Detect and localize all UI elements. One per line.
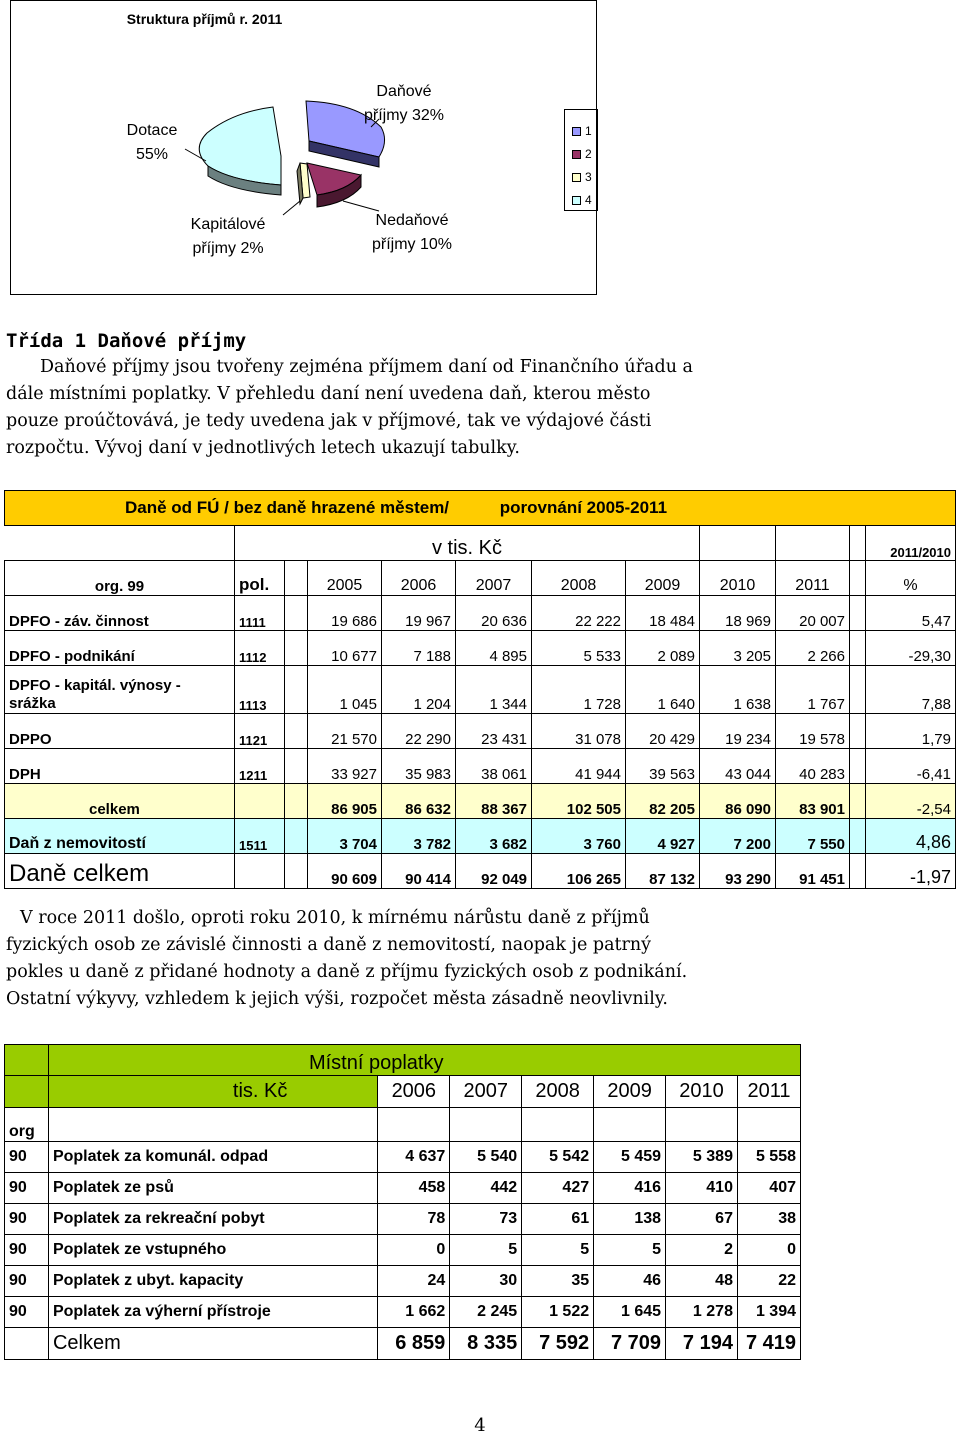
fee-org-empty-2 bbox=[378, 1108, 450, 1142]
label-kapitalove-pct: příjmy 2% bbox=[192, 240, 264, 257]
cell-value: 3 782 bbox=[382, 819, 456, 854]
cell-value: 416 bbox=[594, 1173, 666, 1204]
cell-value: 1 662 bbox=[378, 1297, 450, 1328]
fee-header-filler bbox=[5, 1076, 49, 1108]
tax-unit: v tis. Kč bbox=[235, 526, 700, 561]
label-danove-pct: příjmy 32% bbox=[363, 107, 445, 124]
cell-value: 82 205 bbox=[626, 784, 700, 819]
fee-org: 90 bbox=[5, 1173, 49, 1204]
section1-line-4: rozpočtu. Vývoj daní v jednotlivých letech ukazují tabulky. bbox=[6, 438, 520, 458]
cell-value: 1 645 bbox=[594, 1297, 666, 1328]
tax-unit-empty bbox=[5, 526, 235, 561]
legend-label-4: 4 bbox=[585, 193, 592, 207]
tax-title: Daně od FÚ / bez daně hrazené městem/ bbox=[125, 498, 450, 517]
cell-value: 2 089 bbox=[626, 631, 700, 666]
cell-value: 1 767 bbox=[776, 666, 850, 714]
cell-value: 4 637 bbox=[378, 1142, 450, 1173]
fee-org-empty-3 bbox=[450, 1108, 522, 1142]
leader-kapitalove bbox=[283, 201, 300, 215]
cell-value: 93 290 bbox=[700, 854, 776, 889]
row-pol: 1211 bbox=[235, 749, 285, 784]
cell-value: 7 592 bbox=[522, 1328, 594, 1360]
table-row bbox=[5, 1266, 801, 1297]
fee-org: 90 bbox=[5, 1204, 49, 1235]
fee-org-empty-4 bbox=[522, 1108, 594, 1142]
fee-org-empty-6 bbox=[666, 1108, 738, 1142]
row-name: DPH bbox=[5, 749, 235, 784]
cell-value: 20 636 bbox=[456, 596, 532, 631]
fee-year-2007: 2007 bbox=[450, 1076, 522, 1108]
table-row bbox=[5, 1204, 801, 1235]
cell-value: 5 389 bbox=[666, 1142, 738, 1173]
fee-org-empty-7 bbox=[737, 1108, 800, 1142]
cell-value: 90 609 bbox=[308, 854, 382, 889]
tax-year-2009: 2009 bbox=[626, 561, 700, 596]
cell-value: 30 bbox=[450, 1266, 522, 1297]
legend-swatch-3 bbox=[572, 173, 581, 182]
cell-value: 7 200 bbox=[700, 819, 776, 854]
row-pol: 1121 bbox=[235, 714, 285, 749]
cell-value: 458 bbox=[378, 1173, 450, 1204]
section2-paragraph bbox=[6, 905, 886, 1013]
section1-paragraph bbox=[6, 354, 886, 462]
row-name: DPFO - podnikání bbox=[5, 631, 235, 666]
row-name: DPPO bbox=[5, 714, 235, 749]
fee-org-row bbox=[5, 1108, 801, 1142]
label-kapitalove-name: Kapitálové bbox=[190, 216, 266, 233]
fee-year-2006: 2006 bbox=[378, 1076, 450, 1108]
cell-value: 86 090 bbox=[700, 784, 776, 819]
cell-pct: 1,79 bbox=[866, 714, 956, 749]
fee-name: Poplatek za výherní přístroje bbox=[48, 1297, 377, 1328]
fee-year-2010: 2010 bbox=[666, 1076, 738, 1108]
row-gap bbox=[285, 631, 308, 666]
row-gap bbox=[285, 666, 308, 714]
cell-value: 1 204 bbox=[382, 666, 456, 714]
cell-value: 61 bbox=[522, 1204, 594, 1235]
row-filler bbox=[850, 596, 866, 631]
legend-item-4 bbox=[572, 193, 592, 207]
row-pol: 1111 bbox=[235, 596, 285, 631]
row-name-line-2: srážka bbox=[9, 695, 56, 712]
row-pol bbox=[235, 854, 285, 889]
table-row bbox=[5, 631, 956, 666]
cell-value: 4 895 bbox=[456, 631, 532, 666]
chart-legend bbox=[564, 109, 598, 211]
tax-header-row bbox=[5, 561, 956, 596]
table-row-total bbox=[5, 1328, 801, 1360]
cell-value: 43 044 bbox=[700, 749, 776, 784]
cell-value: 86 905 bbox=[308, 784, 382, 819]
tax-col-org: org. 99 bbox=[5, 561, 235, 596]
tax-title-row bbox=[5, 491, 956, 526]
tax-header-filler bbox=[850, 561, 866, 596]
fee-name: Poplatek z ubyt. kapacity bbox=[48, 1266, 377, 1297]
legend-label-1: 1 bbox=[585, 124, 592, 138]
cell-value: 24 bbox=[378, 1266, 450, 1297]
table-row bbox=[5, 666, 956, 714]
label-danove-name: Daňové bbox=[376, 83, 432, 100]
tax-year-2005: 2005 bbox=[308, 561, 382, 596]
cell-value: 38 bbox=[737, 1204, 800, 1235]
table-row bbox=[5, 749, 956, 784]
cell-value: 0 bbox=[737, 1235, 800, 1266]
fee-title: Místní poplatky bbox=[48, 1045, 800, 1076]
section2-line-1: V roce 2011 došlo, oproti roku 2010, k mírnému nárůstu daně z příjmů bbox=[20, 908, 650, 928]
label-nedanove bbox=[357, 209, 467, 257]
row-pol: 1511 bbox=[235, 819, 285, 854]
table-row bbox=[5, 596, 956, 631]
row-name: Daně celkem bbox=[5, 854, 235, 889]
cell-value: 2 245 bbox=[450, 1297, 522, 1328]
cell-value: 5 533 bbox=[532, 631, 626, 666]
cell-value: 6 859 bbox=[378, 1328, 450, 1360]
table-row-celkem bbox=[5, 784, 956, 819]
cell-value: 3 682 bbox=[456, 819, 532, 854]
tax-year-2010: 2010 bbox=[700, 561, 776, 596]
cell-value: 91 451 bbox=[776, 854, 850, 889]
section2-line-2: fyzických osob ze závislé činnosti a daně z nemovitostí, naopak je patrný bbox=[6, 935, 652, 955]
row-name: celkem bbox=[5, 784, 235, 819]
row-gap bbox=[285, 784, 308, 819]
section-heading: Třída 1 Daňové příjmy bbox=[6, 330, 247, 352]
row-filler bbox=[850, 714, 866, 749]
row-filler bbox=[850, 854, 866, 889]
cell-value: 46 bbox=[594, 1266, 666, 1297]
tax-year-2007: 2007 bbox=[456, 561, 532, 596]
fee-org: 90 bbox=[5, 1142, 49, 1173]
cell-value: 78 bbox=[378, 1204, 450, 1235]
fee-name: Poplatek za komunál. odpad bbox=[48, 1142, 377, 1173]
cell-value: 22 bbox=[737, 1266, 800, 1297]
cell-pct: -2,54 bbox=[866, 784, 956, 819]
tax-unit-row bbox=[5, 526, 956, 561]
tax-ratio-label: 2011/2010 bbox=[866, 526, 956, 561]
cell-value: 410 bbox=[666, 1173, 738, 1204]
page-number: 4 bbox=[474, 1415, 486, 1436]
cell-value: 48 bbox=[666, 1266, 738, 1297]
cell-value: 1 394 bbox=[737, 1297, 800, 1328]
fee-title-filler-left bbox=[5, 1045, 49, 1076]
tax-unit-filler-2 bbox=[776, 526, 850, 561]
cell-value: 40 283 bbox=[776, 749, 850, 784]
cell-value: 19 686 bbox=[308, 596, 382, 631]
table-row bbox=[5, 714, 956, 749]
cell-value: 0 bbox=[378, 1235, 450, 1266]
revenue-pie-chart bbox=[10, 0, 597, 295]
cell-pct: -1,97 bbox=[866, 854, 956, 889]
tax-title-cell bbox=[5, 491, 956, 526]
cell-value: 1 638 bbox=[700, 666, 776, 714]
cell-value: 20 429 bbox=[626, 714, 700, 749]
fee-org-empty-5 bbox=[594, 1108, 666, 1142]
legend-swatch-4 bbox=[572, 196, 581, 205]
cell-value: 22 290 bbox=[382, 714, 456, 749]
table-row bbox=[5, 1297, 801, 1328]
cell-value: 35 983 bbox=[382, 749, 456, 784]
cell-value: 19 578 bbox=[776, 714, 850, 749]
cell-value: 138 bbox=[594, 1204, 666, 1235]
tax-year-2006: 2006 bbox=[382, 561, 456, 596]
row-filler bbox=[850, 631, 866, 666]
fee-total-name: Celkem bbox=[48, 1328, 377, 1360]
fee-org: 90 bbox=[5, 1235, 49, 1266]
pie-svg bbox=[11, 1, 598, 296]
cell-value: 10 677 bbox=[308, 631, 382, 666]
fee-org: 90 bbox=[5, 1266, 49, 1297]
table-row-dane-celkem bbox=[5, 854, 956, 889]
cell-value: 7 419 bbox=[737, 1328, 800, 1360]
label-dotace bbox=[107, 119, 197, 167]
section1-line-3: pouze proúčtovává, je tedy uvedena jak v příjmové, tak ve výdajové části bbox=[6, 411, 652, 431]
cell-value: 2 266 bbox=[776, 631, 850, 666]
cell-value: 20 007 bbox=[776, 596, 850, 631]
cell-value: 19 967 bbox=[382, 596, 456, 631]
legend-label-2: 2 bbox=[585, 147, 592, 161]
fee-table bbox=[4, 1044, 801, 1360]
cell-value: 31 078 bbox=[532, 714, 626, 749]
cell-value: 41 944 bbox=[532, 749, 626, 784]
cell-value: 427 bbox=[522, 1173, 594, 1204]
cell-value: 3 205 bbox=[700, 631, 776, 666]
cell-value: 38 061 bbox=[456, 749, 532, 784]
legend-swatch-1 bbox=[572, 127, 581, 136]
cell-value: 8 335 bbox=[450, 1328, 522, 1360]
table-row-nemovitosti bbox=[5, 819, 956, 854]
tax-col-pol: pol. bbox=[235, 561, 285, 596]
cell-value: 106 265 bbox=[532, 854, 626, 889]
cell-value: 5 bbox=[594, 1235, 666, 1266]
row-filler bbox=[850, 749, 866, 784]
cell-value: 102 505 bbox=[532, 784, 626, 819]
cell-value: 23 431 bbox=[456, 714, 532, 749]
row-name-line-1: DPFO - kapitál. výnosy - bbox=[9, 677, 181, 694]
table-row bbox=[5, 1142, 801, 1173]
cell-value: 33 927 bbox=[308, 749, 382, 784]
fee-total-org bbox=[5, 1328, 49, 1360]
cell-value: 18 969 bbox=[700, 596, 776, 631]
label-danove bbox=[349, 80, 459, 128]
label-kapitalove bbox=[173, 213, 283, 261]
tax-unit-filler-1 bbox=[700, 526, 776, 561]
cell-value: 3 704 bbox=[308, 819, 382, 854]
fee-org-empty-1 bbox=[48, 1108, 377, 1142]
fee-title-row bbox=[5, 1045, 801, 1076]
table-row bbox=[5, 1173, 801, 1204]
cell-value: 5 bbox=[522, 1235, 594, 1266]
row-filler bbox=[850, 819, 866, 854]
cell-value: 18 484 bbox=[626, 596, 700, 631]
cell-value: 92 049 bbox=[456, 854, 532, 889]
cell-value: 83 901 bbox=[776, 784, 850, 819]
table-row bbox=[5, 1235, 801, 1266]
fee-name: Poplatek za rekreační pobyt bbox=[48, 1204, 377, 1235]
fee-col-org: org bbox=[5, 1108, 49, 1142]
cell-value: 1 522 bbox=[522, 1297, 594, 1328]
section1-line-1: Daňové příjmy jsou tvořeny zejména příjmem daní od Finančního úřadu a bbox=[40, 357, 693, 377]
section1-line-2: dále místními poplatky. V přehledu daní není uvedena daň, kterou město bbox=[6, 384, 651, 404]
cell-value: 86 632 bbox=[382, 784, 456, 819]
cell-value: 90 414 bbox=[382, 854, 456, 889]
cell-value: 22 222 bbox=[532, 596, 626, 631]
row-gap bbox=[285, 714, 308, 749]
cell-value: 5 540 bbox=[450, 1142, 522, 1173]
cell-value: 2 bbox=[666, 1235, 738, 1266]
section2-line-4: Ostatní výkyvy, vzhledem k jejich výši, rozpočet města zásadně neovlivnily. bbox=[6, 989, 668, 1009]
legend-item-3 bbox=[572, 170, 592, 184]
cell-value: 39 563 bbox=[626, 749, 700, 784]
cell-value: 1 728 bbox=[532, 666, 626, 714]
cell-value: 407 bbox=[737, 1173, 800, 1204]
cell-value: 5 bbox=[450, 1235, 522, 1266]
cell-value: 1 045 bbox=[308, 666, 382, 714]
cell-pct: 5,47 bbox=[866, 596, 956, 631]
cell-value: 4 927 bbox=[626, 819, 700, 854]
cell-value: 442 bbox=[450, 1173, 522, 1204]
cell-pct: -6,41 bbox=[866, 749, 956, 784]
cell-value: 73 bbox=[450, 1204, 522, 1235]
tax-year-2008: 2008 bbox=[532, 561, 626, 596]
cell-value: 87 132 bbox=[626, 854, 700, 889]
fee-year-2009: 2009 bbox=[594, 1076, 666, 1108]
tax-unit-filler-3 bbox=[850, 526, 866, 561]
tax-col-pct: % bbox=[866, 561, 956, 596]
row-name: Daň z nemovitostí bbox=[5, 819, 235, 854]
tax-table bbox=[4, 490, 956, 889]
fee-org: 90 bbox=[5, 1297, 49, 1328]
row-pol: 1113 bbox=[235, 666, 285, 714]
row-gap bbox=[285, 596, 308, 631]
cell-value: 3 760 bbox=[532, 819, 626, 854]
row-pol bbox=[235, 784, 285, 819]
row-filler bbox=[850, 784, 866, 819]
cell-value: 1 278 bbox=[666, 1297, 738, 1328]
label-dotace-name: Dotace bbox=[126, 122, 178, 139]
label-nedanove-name: Nedaňové bbox=[375, 212, 449, 229]
cell-pct: -29,30 bbox=[866, 631, 956, 666]
cell-value: 7 550 bbox=[776, 819, 850, 854]
row-gap bbox=[285, 819, 308, 854]
cell-value: 7 709 bbox=[594, 1328, 666, 1360]
cell-value: 5 558 bbox=[737, 1142, 800, 1173]
row-name bbox=[5, 666, 235, 714]
cell-value: 5 542 bbox=[522, 1142, 594, 1173]
row-pol: 1112 bbox=[235, 631, 285, 666]
legend-label-3: 3 bbox=[585, 170, 592, 184]
cell-value: 19 234 bbox=[700, 714, 776, 749]
fee-name: Poplatek ze vstupného bbox=[48, 1235, 377, 1266]
cell-pct: 7,88 bbox=[866, 666, 956, 714]
fee-unit: tis. Kč bbox=[48, 1076, 377, 1108]
cell-value: 88 367 bbox=[456, 784, 532, 819]
row-gap bbox=[285, 749, 308, 784]
legend-swatch-2 bbox=[572, 150, 581, 159]
cell-pct: 4,86 bbox=[866, 819, 956, 854]
tax-gap bbox=[285, 561, 308, 596]
cell-value: 21 570 bbox=[308, 714, 382, 749]
fee-header-row bbox=[5, 1076, 801, 1108]
row-name: DPFO - záv. činnost bbox=[5, 596, 235, 631]
tax-year-2011: 2011 bbox=[776, 561, 850, 596]
cell-value: 7 194 bbox=[666, 1328, 738, 1360]
cell-value: 1 344 bbox=[456, 666, 532, 714]
tax-compare: porovnání 2005-2011 bbox=[499, 498, 668, 517]
section2-line-3: pokles u daně z přidané hodnoty a daně z příjmu fyzických osob z podnikání. bbox=[6, 962, 688, 982]
cell-value: 5 459 bbox=[594, 1142, 666, 1173]
row-gap bbox=[285, 854, 308, 889]
legend-item-2 bbox=[572, 147, 592, 161]
legend-item-1 bbox=[572, 124, 592, 138]
label-dotace-pct: 55% bbox=[135, 146, 169, 163]
chart-title: Struktura příjmů r. 2011 bbox=[126, 11, 283, 27]
label-nedanove-pct: příjmy 10% bbox=[371, 236, 453, 253]
fee-year-2008: 2008 bbox=[522, 1076, 594, 1108]
cell-value: 35 bbox=[522, 1266, 594, 1297]
cell-value: 1 640 bbox=[626, 666, 700, 714]
fee-year-2011: 2011 bbox=[737, 1076, 800, 1108]
row-filler bbox=[850, 666, 866, 714]
cell-value: 7 188 bbox=[382, 631, 456, 666]
cell-value: 67 bbox=[666, 1204, 738, 1235]
fee-name: Poplatek ze psů bbox=[48, 1173, 377, 1204]
